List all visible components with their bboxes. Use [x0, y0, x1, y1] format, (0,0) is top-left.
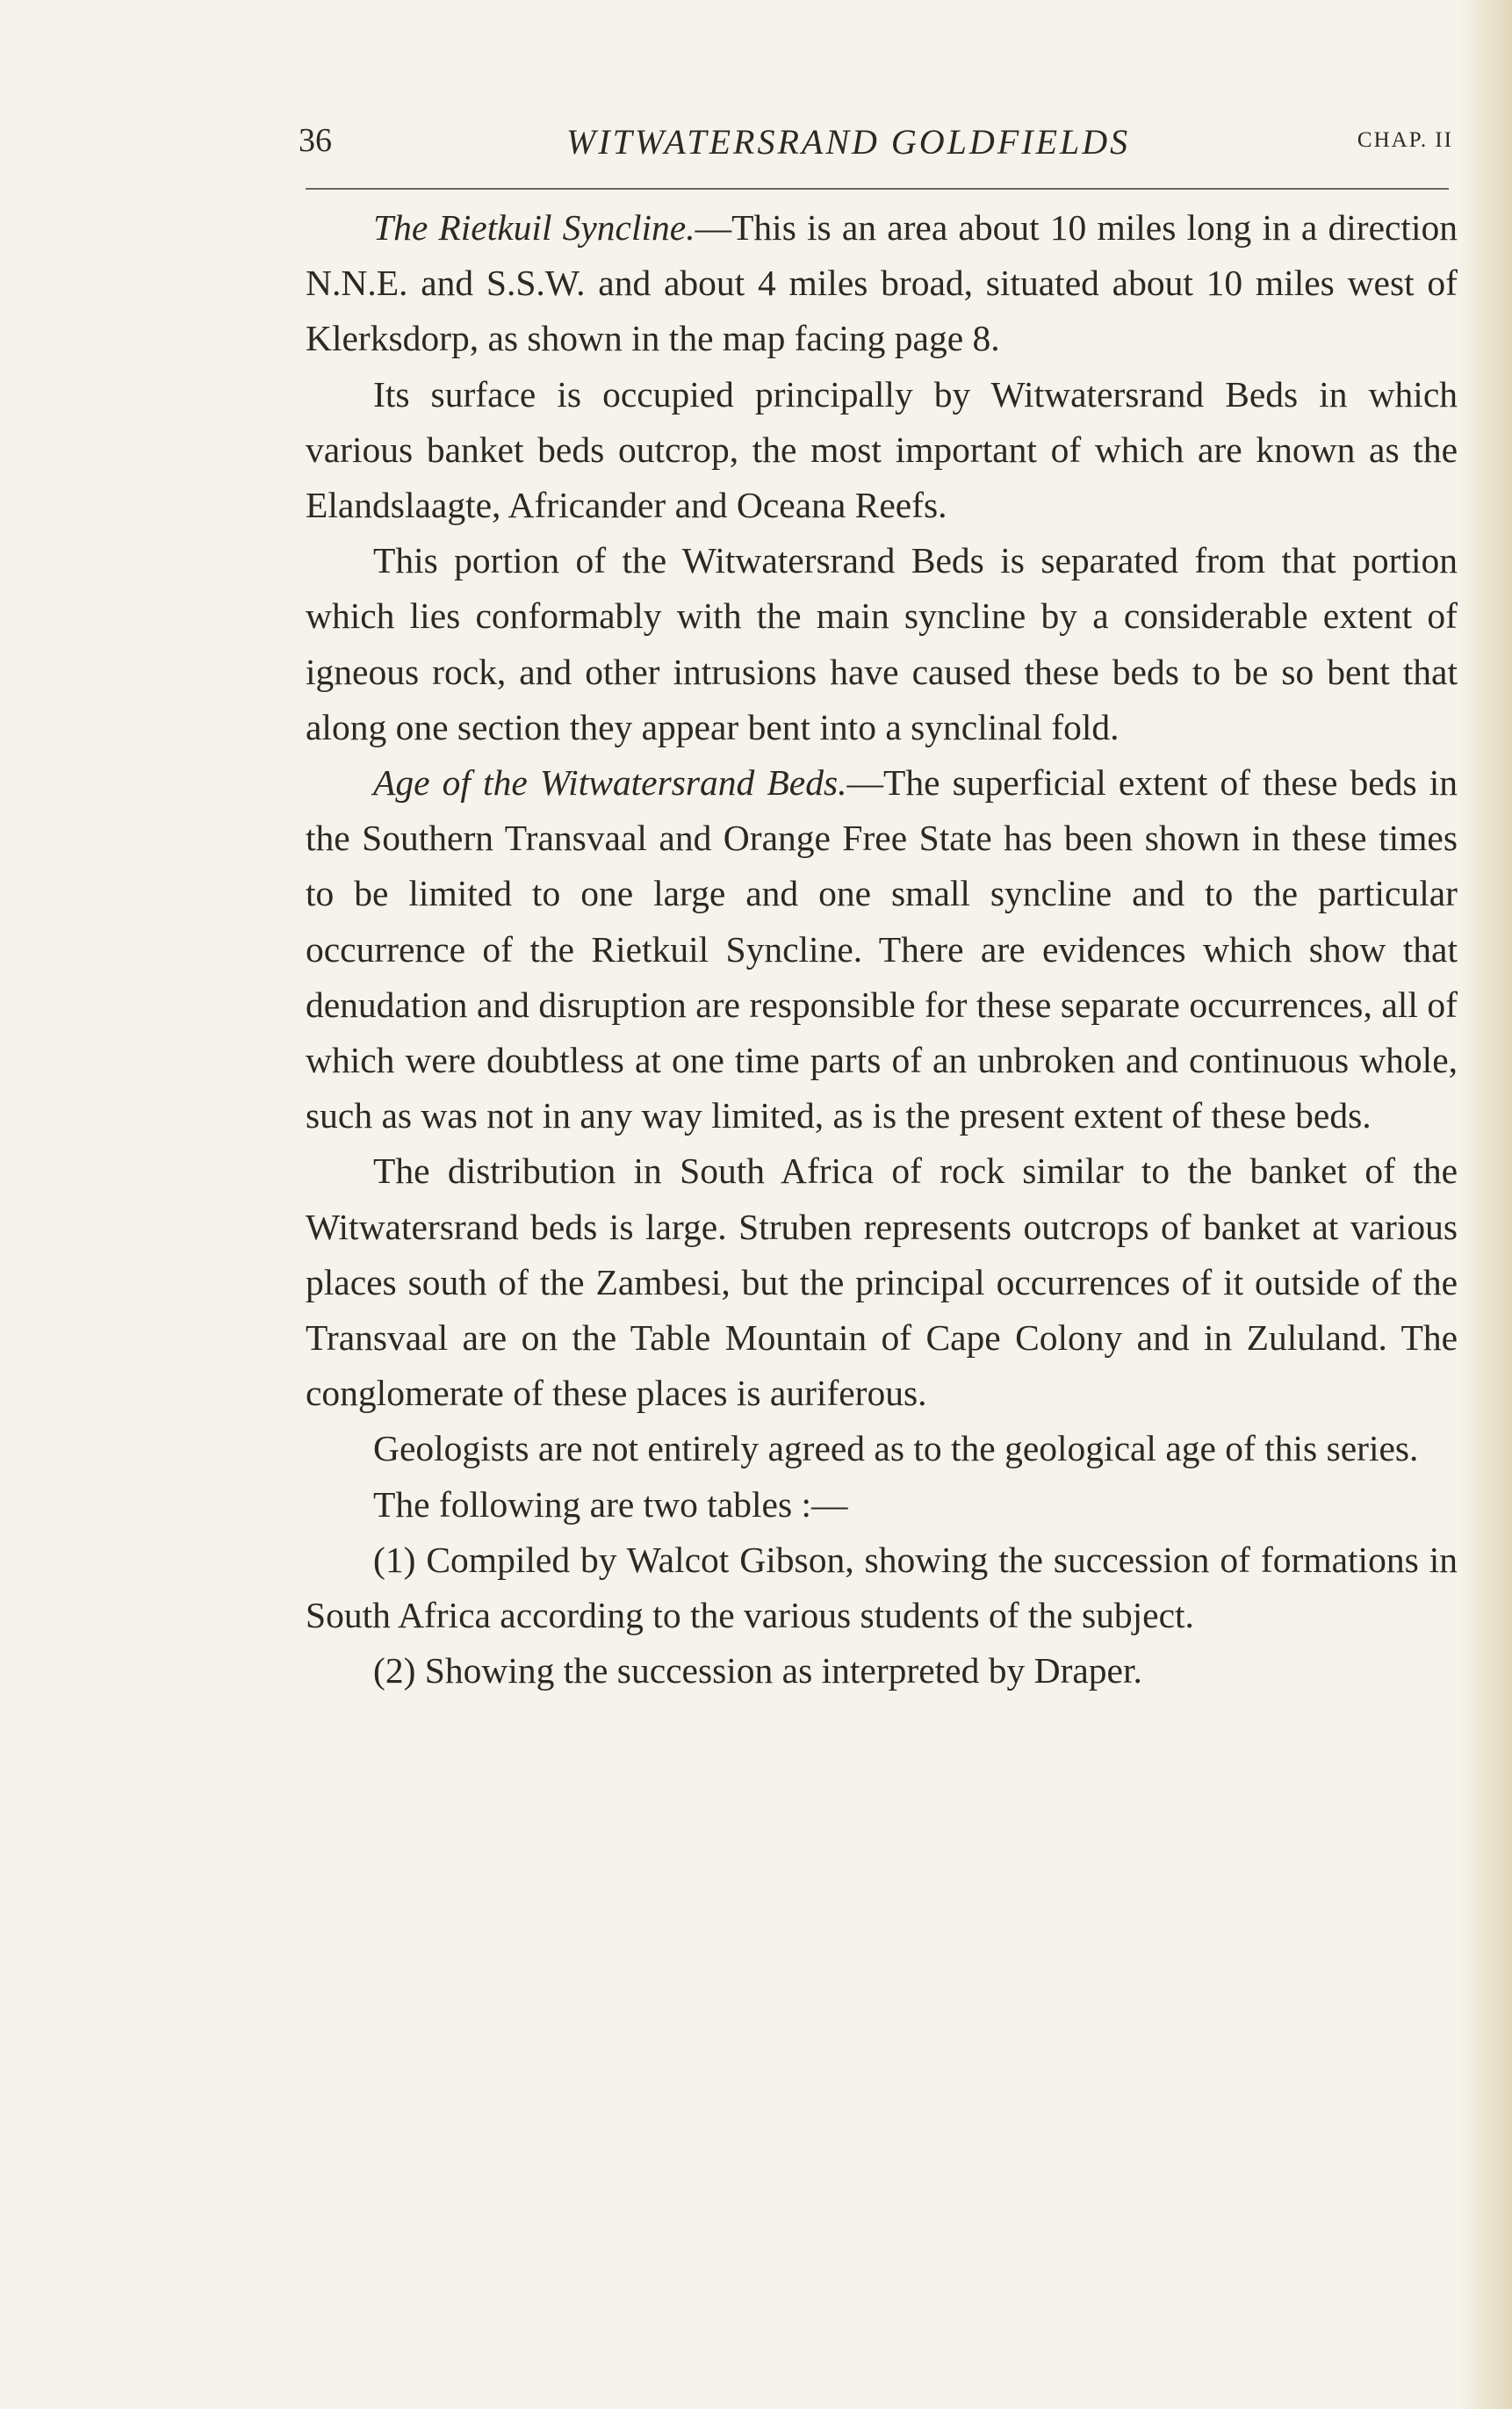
page-number: 36 [299, 122, 332, 159]
running-title: WITWATERSRAND GOLDFIELDS [566, 122, 1131, 162]
paragraph-rietkuil-syncline [306, 200, 1458, 367]
page-header [299, 121, 1453, 165]
paragraph-text: —The superficial extent of these beds in the Southern Transvaal and Orange Free State has been shown in these times to be limited to one large and one small syncline and to the particular occurrence of the Rietkuil Syncline. There are evidences which show that denudation and disruption are responsible for these separate occurrences, all of which were doubtless at one time parts of an unbroken and continuous whole, such as was not in any way limited, as is the present extent of these beds. [306, 762, 1458, 1136]
section-heading-rietkuil: The Rietkuil Syncline. [373, 207, 695, 248]
paragraph-age [306, 755, 1458, 1143]
page-edge-shadow [1459, 0, 1512, 2409]
paragraph-geologists: Geologists are not entirely agreed as to the geological age of this series. [373, 1428, 1419, 1469]
section-heading-age: Age of the Witwatersrand Beds. [373, 762, 847, 804]
paragraph-distribution: The distribution in South Africa of rock similar to the banket of the Witwatersrand beds is large. Struben represents outcrops of banket at various places south of the Zambesi, but the principal occurrences of it outside of the Transvaal are on the Table Mountain of Cape Colony and in Zululand. The conglomerate of these places is auriferous. [306, 1150, 1458, 1414]
chapter-label: CHAP. II [1357, 128, 1453, 152]
paragraph-table-2: (2) Showing the succession as interpreted by Draper. [373, 1650, 1142, 1691]
paragraph-text: —This is an area about 10 miles long in a direction N.N.E. and S.S.W. and about 4 miles broad, situated about 10 miles west of Klerksdorp, as shown in the map facing page 8. [306, 207, 1458, 359]
header-rule [306, 188, 1449, 190]
paragraph-table-1: (1) Compiled by Walcot Gibson, showing the succession of formations in South Africa according to the various students of the subject. [306, 1539, 1458, 1636]
paragraph-portion: This portion of the Witwatersrand Beds is separated from that portion which lies conformably with the main syncline by a considerable extent of igneous rock, and other intrusions have caused these beds to be so bent that along one section they appear bent into a synclinal fold. [306, 540, 1458, 747]
body-text [306, 200, 1458, 1699]
paragraph-tables-intro: The following are two tables :— [373, 1483, 848, 1525]
paragraph-surface: Its surface is occupied principally by Witwatersrand Beds in which various banket beds outcrop, the most important of which are known as the Elandslaagte, Africander and Oceana Reefs. [306, 373, 1458, 526]
